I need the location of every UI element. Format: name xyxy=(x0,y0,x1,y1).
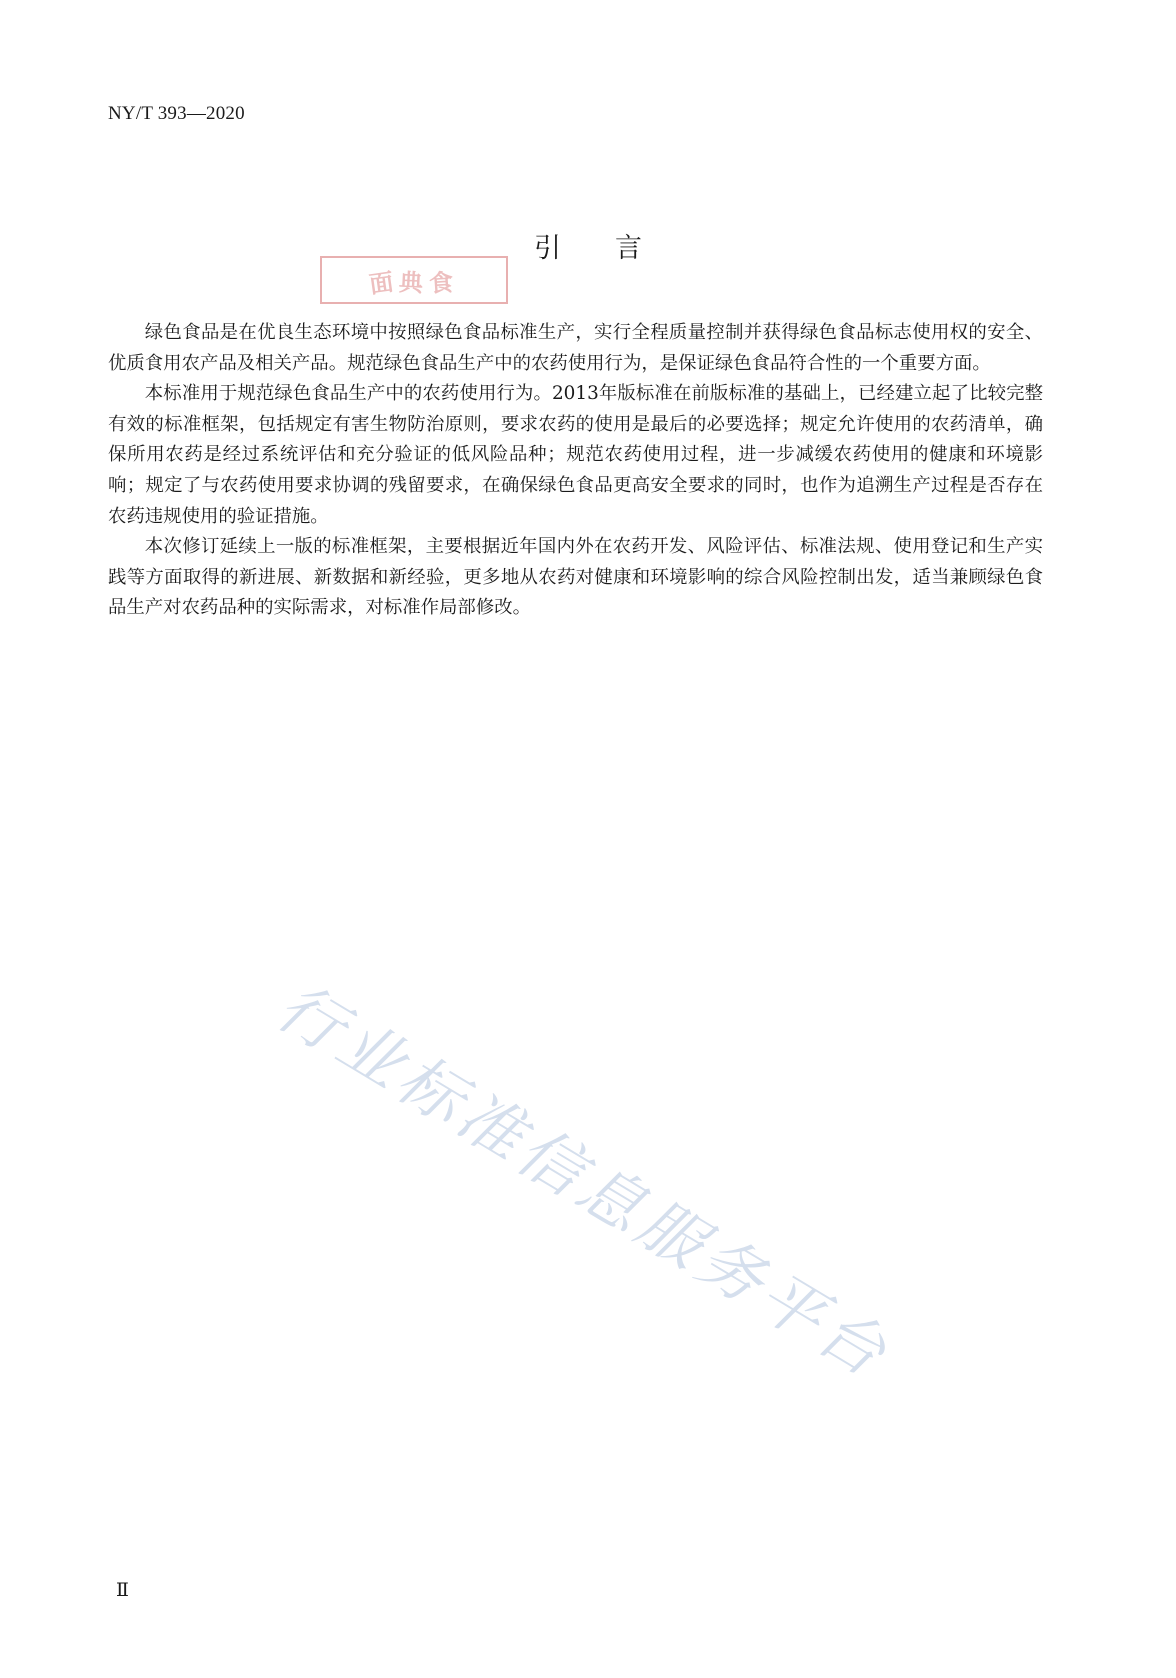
paragraph-2: 本标准用于规范绿色食品生产中的农药使用行为。2013年版标准在前版标准的基础上，已经建立起了比较完整有效的标准框架，包括规定有害生物防治原则，要求农药的使用是最后的必要选择；规定允许使用的农药清单，确保所用农药是经过系统评估和充分验证的低风险品种；规范农药使用过程，进一步减缓农药使用的健康和环境影响；规定了与农药使用要求协调的残留要求，在确保绿色食品更高安全要求的同时，也作为追溯生产过程是否存在农药违规使用的验证措施。 xyxy=(108,383,1043,527)
page-title: 引言 xyxy=(534,233,696,264)
paragraph-1: 绿色食品是在优良生态环境中按照绿色食品标准生产，实行全程质量控制并获得绿色食品标志使用权的安全、优质食用农产品及相关产品。规范绿色食品生产中的农药使用行为，是保证绿色食品符合性的一个重要方面。 xyxy=(108,322,1043,374)
stamp-char: 面 xyxy=(367,266,402,299)
stamp-char: 典 xyxy=(398,267,430,298)
standard-code: NY/T 393—2020 xyxy=(108,103,245,124)
introduction-body xyxy=(108,318,1043,624)
watermark: 行业标准信息服务平台 xyxy=(264,969,903,1394)
page-number: Ⅱ xyxy=(116,1580,129,1601)
stamp xyxy=(320,256,508,304)
stamp-char: 食 xyxy=(428,267,461,298)
paragraph-3: 本次修订延续上一版的标准框架，主要根据近年国内外在农药开发、风险评估、标准法规、使用登记和生产实践等方面取得的新进展、新数据和新经验，更多地从农药对健康和环境影响的综合风险控制出发，适当兼顾绿色食品生产对农药品种的实际需求，对标准作局部修改。 xyxy=(108,536,1043,619)
